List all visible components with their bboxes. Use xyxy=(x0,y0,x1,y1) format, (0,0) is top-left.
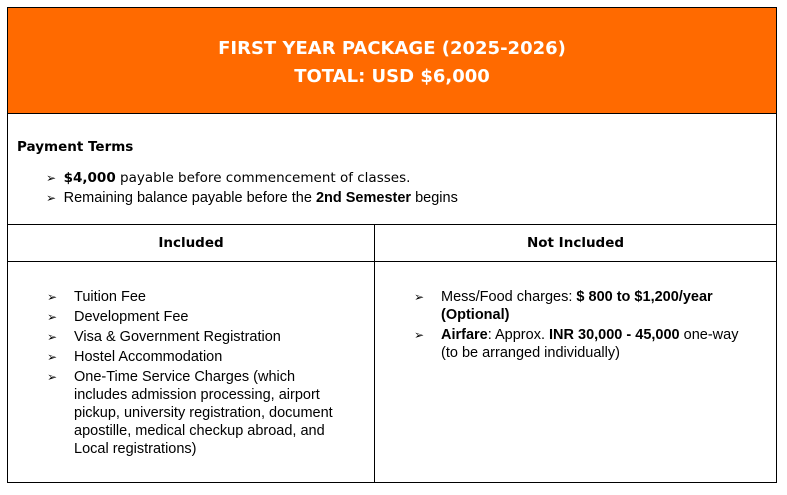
arrow-bullet-icon: ➢ xyxy=(414,328,425,342)
included-column-header: Included xyxy=(8,225,375,262)
payment-term-item xyxy=(46,170,410,186)
arrow-bullet-icon: ➢ xyxy=(47,310,58,324)
arrow-bullet-icon: ➢ xyxy=(47,330,58,344)
arrow-bullet-icon: ➢ xyxy=(47,370,58,384)
arrow-bullet-icon: ➢ xyxy=(47,350,58,364)
arrow-bullet-icon: ➢ xyxy=(414,290,425,304)
not-included-column-header: Not Included xyxy=(375,225,776,262)
payment-term-text: Remaining balance payable before the 2nd Semester begins xyxy=(63,190,458,206)
arrow-bullet-icon: ➢ xyxy=(46,171,57,185)
payment-term-text: $4,000 payable before commencement of classes. xyxy=(63,170,411,186)
package-total: TOTAL: USD $6,000 xyxy=(294,66,490,87)
arrow-bullet-icon: ➢ xyxy=(46,191,57,205)
payment-terms-title: Payment Terms xyxy=(17,139,134,155)
included-column: ➢ Tuition Fee ➢ Development Fee ➢ Visa & Government Registration ➢ Hostel Accommodation ➢ One-Time Service Charges (which includes admission processing, airport pickup, university registration, document apostille, medical checkup abroad, and Local registrations) xyxy=(8,262,375,482)
package-header xyxy=(8,8,776,114)
payment-terms-section xyxy=(8,114,776,225)
payment-term-item xyxy=(46,190,458,206)
not-included-column: ➢ Mess/Food charges: $ 800 to $1,200/year (Optional) ➢ Airfare: Approx. INR 30,000 - 45,000 one-way (to be arranged individually) xyxy=(414,289,739,361)
arrow-bullet-icon: ➢ xyxy=(47,290,58,304)
package-title: FIRST YEAR PACKAGE (2025-2026) xyxy=(218,38,566,59)
package-table xyxy=(7,7,777,483)
